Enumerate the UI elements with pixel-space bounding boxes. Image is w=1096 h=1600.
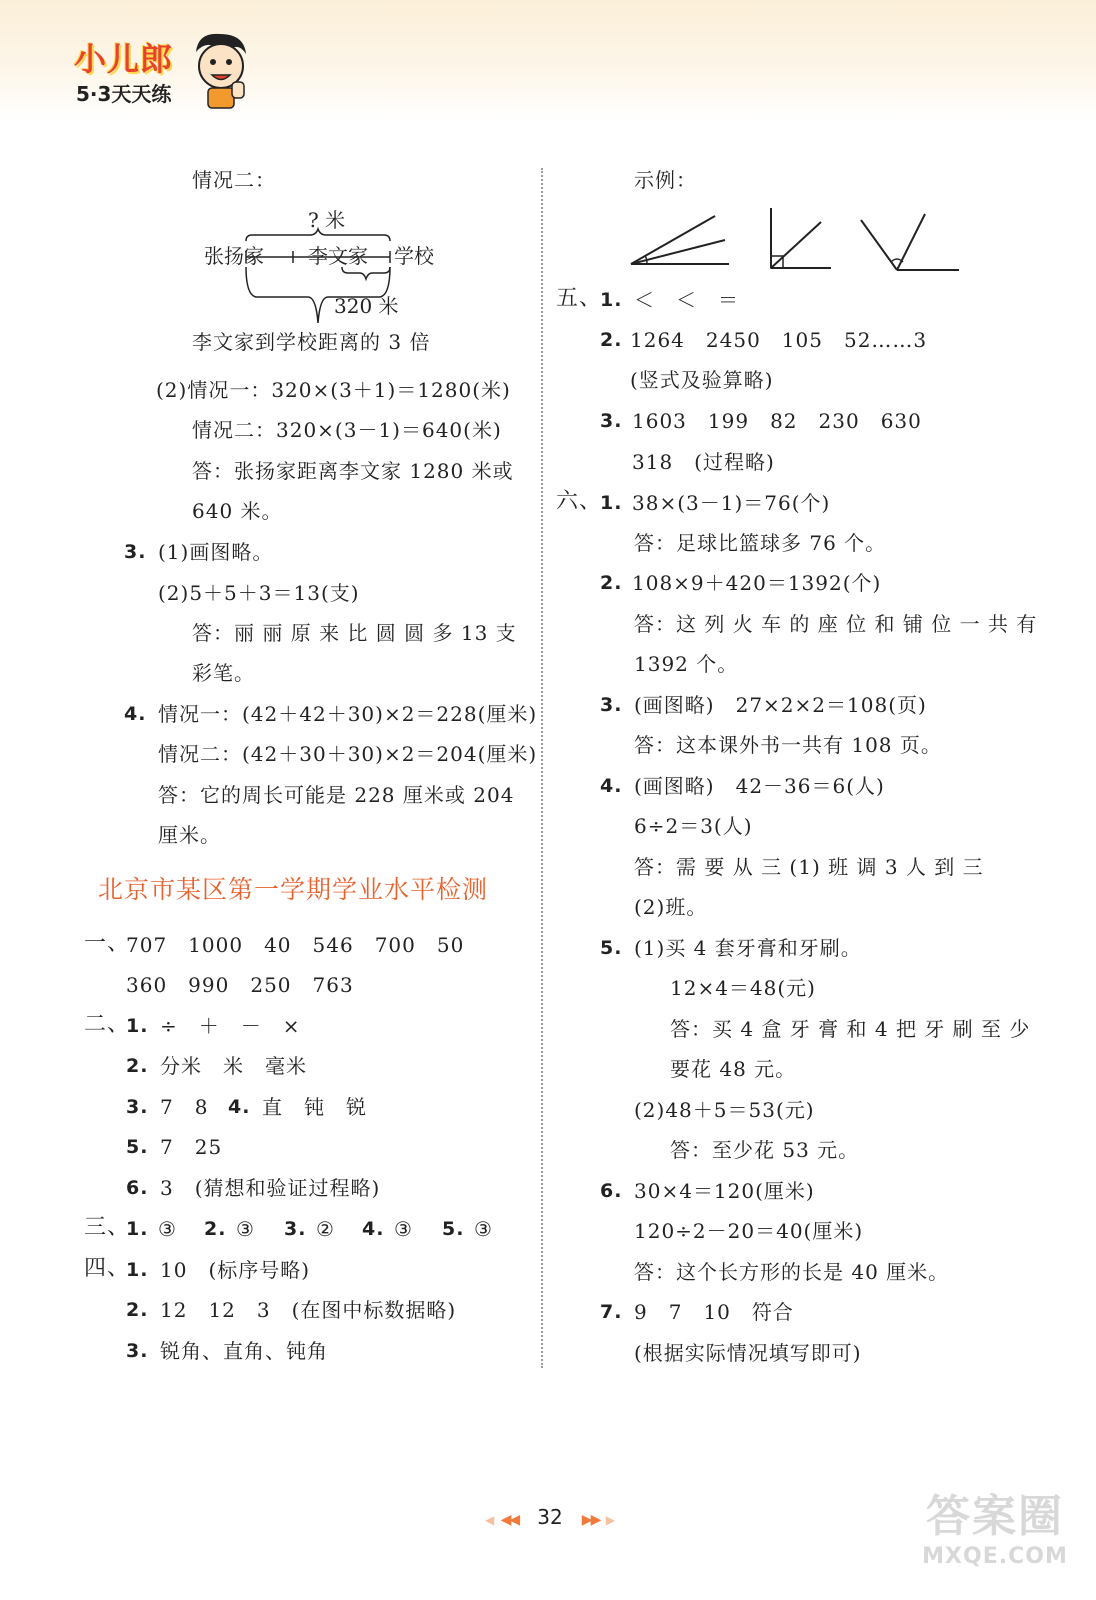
- q2-answer-line1: 答：张扬家距离李文家 1280 米或: [192, 459, 514, 483]
- s6-q3-formula: (画图略) 27×2×2＝108(页): [634, 693, 927, 717]
- s2-q6-number: 6.: [126, 1177, 149, 1199]
- s6-q4-number: 4.: [600, 775, 623, 797]
- s2-q2-number: 2.: [126, 1055, 149, 1077]
- times-note: 李文家到学校距离的 3 倍: [192, 330, 431, 354]
- s4-q2-number: 2.: [126, 1299, 149, 1321]
- s4-q3-number: 3.: [126, 1340, 149, 1362]
- watermark: [900, 1480, 1090, 1590]
- s6-q1-formula: 38×(3－1)＝76(个): [632, 491, 831, 515]
- s3-q1-number: 1.: [126, 1218, 149, 1240]
- watermark-top: 答案圈: [926, 1491, 1064, 1542]
- logo-title: 小儿郎: [74, 40, 174, 78]
- section1-line1: 707 1000 40 546 700 50: [126, 933, 465, 957]
- q4-answer-line2: 厘米。: [158, 823, 221, 847]
- s4-q1-number: 1.: [126, 1259, 149, 1281]
- test-title: 北京市某区第一学期学业水平检测: [98, 875, 489, 904]
- s3-q5-number: 5.: [442, 1218, 465, 1240]
- q4-case1: 情况一：(42＋42＋30)×2＝228(厘米): [158, 702, 538, 726]
- s6-q4-formula2: 6÷2＝3(人): [634, 814, 753, 838]
- s6-q4-formula: (画图略) 42－36＝6(人): [634, 774, 885, 798]
- q3-part1: (1)画图略。: [158, 540, 274, 564]
- diagram-zhang: 张扬家: [204, 244, 264, 268]
- s5-q3-number: 3.: [600, 410, 623, 432]
- s3-q4-number: 4.: [362, 1218, 385, 1240]
- example-label: 示例：: [634, 168, 697, 192]
- s2-q6-answer: 3 (猜想和验证过程略): [160, 1176, 381, 1200]
- s3-q4-answer: ③: [394, 1217, 413, 1241]
- s6-q6-formula1: 30×4＝120(厘米): [634, 1179, 815, 1203]
- s6-q6-number: 6.: [600, 1180, 623, 1202]
- s6-q2-formula: 108×9＋420＝1392(个): [632, 571, 882, 595]
- s6-q6-answer: 答：这个长方形的长是 40 厘米。: [634, 1260, 950, 1284]
- s6-q2-answer-line1: 答：这 列 火 车 的 座 位 和 铺 位 一 共 有: [634, 612, 1038, 636]
- s6-q5-number: 5.: [600, 937, 623, 959]
- q2-case1: (2)情况一：320×(3＋1)＝1280(米): [156, 378, 511, 402]
- page-number: 32: [537, 1505, 563, 1529]
- section3-label: 三、: [84, 1215, 131, 1240]
- s5-q1-answer: ＜ ＜ ＝: [634, 288, 739, 312]
- acute-angle-icon: [631, 216, 729, 264]
- s6-q3-number: 3.: [600, 694, 623, 716]
- s6-q3-answer: 答：这本课外书一共有 108 页。: [634, 733, 942, 757]
- s2-q2-answer: 分米 米 毫米: [160, 1054, 307, 1078]
- s3-q5-answer: ③: [474, 1217, 493, 1241]
- q3-answer-line1: 答：丽 丽 原 来 比 圆 圆 多 13 支: [192, 621, 517, 645]
- q3-part2: (2)5＋5＋3＝13(支): [158, 581, 360, 605]
- case2-label: 情况二：: [192, 168, 276, 192]
- q2-answer-line2: 640 米。: [192, 499, 283, 523]
- next-arrows-icon: ▶▶: [581, 1512, 600, 1528]
- obtuse-angle-icon: [861, 214, 959, 270]
- brand-logo: [70, 30, 250, 110]
- s5-q3-answer: 1603 199 82 230 630: [632, 409, 922, 433]
- section4-label: 四、: [84, 1256, 131, 1281]
- s3-q3-number: 3.: [284, 1218, 307, 1240]
- s2-q1-answer: ÷ ＋ － ×: [160, 1014, 301, 1038]
- s2-q3-number: 3.: [126, 1096, 149, 1118]
- s4-q1-answer: 10 (标序号略): [160, 1258, 311, 1282]
- s5-q2-note: (竖式及验算略): [630, 368, 774, 392]
- section1-label: 一、: [84, 931, 131, 956]
- logo-subtitle: 5·3天天练: [76, 82, 172, 106]
- s4-q3-answer: 锐角、直角、钝角: [160, 1339, 328, 1363]
- section1-line2: 360 990 250 763: [126, 973, 354, 997]
- s3-q2-answer: ③: [236, 1217, 255, 1241]
- s6-q5-answer-line2: 要花 48 元。: [670, 1057, 797, 1081]
- s2-q4-number: 4.: [228, 1096, 251, 1118]
- s6-q7-note: (根据实际情况填写即可): [634, 1341, 862, 1365]
- q2-case2: 情况二：320×(3－1)＝640(米): [192, 418, 502, 442]
- section5-label: 五、: [556, 286, 603, 311]
- diagram-li: 李文家: [308, 244, 368, 268]
- section2-label: 二、: [84, 1012, 131, 1037]
- watermark-bottom: MXQE.COM: [922, 1544, 1068, 1569]
- s6-q2-answer-line2: 1392 个。: [634, 652, 739, 676]
- section6-label: 六、: [556, 489, 603, 514]
- s6-q7-number: 7.: [600, 1301, 623, 1323]
- s5-q1-number: 1.: [600, 289, 623, 311]
- next-faint-icon: ▶: [605, 1513, 615, 1527]
- prev-arrows-icon: ◀◀: [500, 1512, 519, 1528]
- distance-diagram: [196, 205, 456, 335]
- diagram-distance: 320 米: [334, 294, 399, 318]
- s6-q4-answer-line1: 答：需 要 从 三 (1) 班 调 3 人 到 三: [634, 855, 984, 879]
- diagram-question: ? 米: [308, 208, 346, 232]
- s6-q1-number: 1.: [600, 492, 623, 514]
- s6-q5-part2: (2)48＋5＝53(元): [634, 1098, 815, 1122]
- s6-q5-part1: (1)买 4 套牙膏和牙刷。: [634, 936, 862, 960]
- page-footer: [440, 1505, 660, 1535]
- s2-q5-answer: 7 25: [160, 1135, 223, 1159]
- s4-q2-answer: 12 12 3 (在图中标数据略): [160, 1298, 457, 1322]
- angle-examples: [625, 200, 970, 280]
- s6-q4-answer-line2: (2)班。: [634, 895, 708, 919]
- prev-faint-icon: ◀: [485, 1513, 495, 1527]
- s2-q1-number: 1.: [126, 1015, 149, 1037]
- s6-q7-answer: 9 7 10 符合: [634, 1300, 794, 1324]
- q3-answer-line2: 彩笔。: [192, 661, 255, 685]
- s2-q4-answer: 直 钝 锐: [262, 1095, 367, 1119]
- s2-q5-number: 5.: [126, 1136, 149, 1158]
- s5-q2-number: 2.: [600, 329, 623, 351]
- q4-answer-line1: 答：它的周长可能是 228 厘米或 204: [158, 783, 515, 807]
- diagram-school: 学校: [394, 244, 434, 268]
- s2-q3-answer: 7 8: [160, 1095, 209, 1119]
- s6-q5-answer-line3: 答：至少花 53 元。: [670, 1138, 860, 1162]
- s3-q3-answer: ②: [316, 1217, 335, 1241]
- s6-q5-answer-line1: 答：买 4 盒 牙 膏 和 4 把 牙 刷 至 少: [670, 1017, 1031, 1041]
- q3-number: 3.: [124, 541, 147, 563]
- column-divider: [541, 168, 543, 1368]
- s5-q2-answer: 1264 2450 105 52……3: [630, 328, 928, 352]
- s6-q5-formula1: 12×4＝48(元): [670, 976, 816, 1000]
- s6-q1-answer: 答：足球比篮球多 76 个。: [634, 531, 887, 555]
- s6-q6-formula2: 120÷2－20＝40(厘米): [634, 1219, 864, 1243]
- mascot-icon: [188, 30, 252, 110]
- q4-case2: 情况二：(42＋30＋30)×2＝204(厘米): [158, 742, 538, 766]
- s3-q1-answer: ③: [158, 1217, 177, 1241]
- s3-q2-number: 2.: [204, 1218, 227, 1240]
- s6-q2-number: 2.: [600, 572, 623, 594]
- right-angle-icon: [771, 208, 831, 268]
- s5-q3-note: 318 (过程略): [632, 450, 775, 474]
- q4-number: 4.: [124, 703, 147, 725]
